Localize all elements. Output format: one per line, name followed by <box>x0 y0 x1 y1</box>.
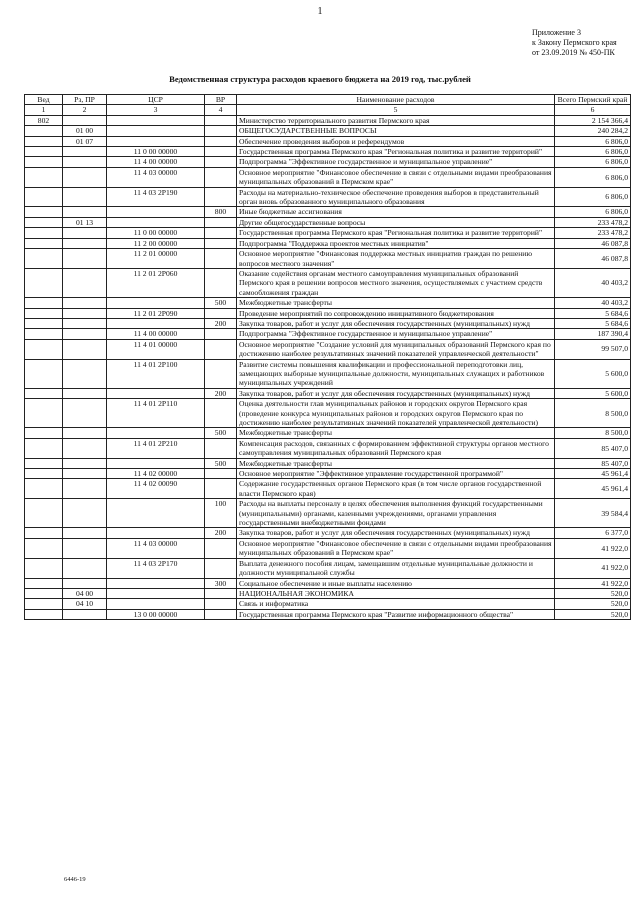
cell-csr <box>107 578 205 588</box>
table-row <box>25 558 631 578</box>
table-row <box>25 469 631 479</box>
cell-amount: 5 600,0 <box>555 388 631 398</box>
cell-rz-pr <box>63 428 107 438</box>
cell-ved <box>25 238 63 248</box>
cell-csr <box>107 499 205 528</box>
cell-vr <box>205 538 237 558</box>
cell-amount: 41 922,0 <box>555 578 631 588</box>
cell-rz-pr <box>63 578 107 588</box>
cell-amount: 46 087,8 <box>555 249 631 269</box>
cell-rz-pr <box>63 238 107 248</box>
cell-rz-pr <box>63 499 107 528</box>
cell-ved <box>25 167 63 187</box>
cell-vr <box>205 399 237 428</box>
table-row <box>25 479 631 499</box>
table-row <box>25 428 631 438</box>
cell-amount: 45 961,4 <box>555 479 631 499</box>
cell-rz-pr <box>63 399 107 428</box>
table-number-row <box>25 105 631 115</box>
cell-amount: 8 500,0 <box>555 428 631 438</box>
cell-amount: 6 377,0 <box>555 528 631 538</box>
cell-csr: 11 4 03 00000 <box>107 538 205 558</box>
cell-csr <box>107 599 205 609</box>
cell-name: Обеспечение проведения выборов и референдумов <box>237 136 555 146</box>
cell-amount: 6 806,0 <box>555 167 631 187</box>
table-row <box>25 339 631 359</box>
cell-amount: 40 403,2 <box>555 298 631 308</box>
cell-name: Закупка товаров, работ и услуг для обеспечения государственных (муниципальных) нужд <box>237 388 555 398</box>
cell-name: Компенсация расходов, связанных с формированием эффективной структуры органов местного самоуправления муниципальных образований Пермского края <box>237 438 555 458</box>
cell-name: ОБЩЕГОСУДАРСТВЕННЫЕ ВОПРОСЫ <box>237 126 555 136</box>
cell-csr <box>107 458 205 468</box>
table-row <box>25 388 631 398</box>
cell-vr <box>205 479 237 499</box>
cell-amount: 6 806,0 <box>555 147 631 157</box>
cell-csr <box>107 207 205 217</box>
page-number: 1 <box>317 6 323 17</box>
table-row <box>25 329 631 339</box>
cell-name: Государственная программа Пермского края "Региональная политика и развитие территорий" <box>237 147 555 157</box>
cell-rz-pr <box>63 167 107 187</box>
cell-csr: 13 0 00 00000 <box>107 609 205 619</box>
cell-ved <box>25 469 63 479</box>
cell-amount: 5 600,0 <box>555 359 631 388</box>
cell-name: Подпрограмма "Эффективное государственное и муниципальное управление" <box>237 329 555 339</box>
cell-rz-pr <box>63 339 107 359</box>
cell-ved <box>25 428 63 438</box>
table-row <box>25 588 631 598</box>
cell-amount: 5 684,6 <box>555 318 631 328</box>
cell-name: Содержание государственных органов Пермского края (в том числе органов государственной власти Пермского края) <box>237 479 555 499</box>
column-number: 1 <box>25 105 63 115</box>
cell-rz-pr: 01 07 <box>63 136 107 146</box>
cell-csr: 11 4 03 2Р170 <box>107 558 205 578</box>
cell-amount: 39 584,4 <box>555 499 631 528</box>
cell-vr <box>205 187 237 207</box>
cell-amount: 6 806,0 <box>555 207 631 217</box>
cell-rz-pr <box>63 115 107 125</box>
cell-amount: 5 684,6 <box>555 308 631 318</box>
cell-rz-pr <box>63 458 107 468</box>
cell-ved <box>25 207 63 217</box>
cell-ved <box>25 538 63 558</box>
cell-vr <box>205 126 237 136</box>
table-row <box>25 157 631 167</box>
table-row <box>25 359 631 388</box>
cell-vr <box>205 588 237 598</box>
cell-amount: 6 806,0 <box>555 187 631 207</box>
cell-rz-pr <box>63 528 107 538</box>
cell-ved <box>25 588 63 598</box>
appendix-line-3: от 23.09.2019 № 450-ПК <box>532 48 615 57</box>
cell-csr: 11 4 01 2Р210 <box>107 438 205 458</box>
table-row <box>25 458 631 468</box>
cell-rz-pr <box>63 298 107 308</box>
cell-csr: 11 4 03 00000 <box>107 167 205 187</box>
cell-name: Расходы на выплаты персоналу в целях обеспечения выполнения функций государственными (муниципальными) органами, казенными учреждениями, органами управления государственными внебюджетными фондами <box>237 499 555 528</box>
table-row <box>25 126 631 136</box>
table-row <box>25 399 631 428</box>
cell-csr: 11 4 03 2Р190 <box>107 187 205 207</box>
cell-csr <box>107 388 205 398</box>
cell-vr: 500 <box>205 298 237 308</box>
cell-amount: 520,0 <box>555 599 631 609</box>
cell-csr <box>107 318 205 328</box>
cell-csr <box>107 126 205 136</box>
table-row <box>25 238 631 248</box>
cell-rz-pr <box>63 318 107 328</box>
cell-name: Иные бюджетные ассигнования <box>237 207 555 217</box>
cell-vr: 500 <box>205 428 237 438</box>
footer-code: 6446-19 <box>64 876 86 883</box>
table-row <box>25 268 631 297</box>
cell-ved <box>25 249 63 269</box>
header-vr: ВР <box>205 95 237 105</box>
cell-ved <box>25 558 63 578</box>
expenditure-table <box>24 94 631 620</box>
cell-vr <box>205 147 237 157</box>
cell-ved <box>25 126 63 136</box>
cell-name: Оказание содействия органам местного самоуправления муниципальных образований Пермского края в решении вопросов местного значения, осуществляемых с участием средств самообложения граждан <box>237 268 555 297</box>
cell-amount: 40 403,2 <box>555 268 631 297</box>
cell-amount: 233 478,2 <box>555 228 631 238</box>
cell-name: Министерство территориального развития Пермского края <box>237 115 555 125</box>
cell-ved <box>25 157 63 167</box>
cell-rz-pr <box>63 469 107 479</box>
table-row <box>25 528 631 538</box>
table-row <box>25 578 631 588</box>
cell-csr: 11 2 01 2Р060 <box>107 268 205 297</box>
table-row <box>25 298 631 308</box>
cell-csr <box>107 428 205 438</box>
cell-vr <box>205 469 237 479</box>
cell-rz-pr: 01 13 <box>63 217 107 227</box>
cell-csr <box>107 217 205 227</box>
cell-name: Закупка товаров, работ и услуг для обеспечения государственных (муниципальных) нужд <box>237 318 555 328</box>
cell-vr <box>205 167 237 187</box>
cell-amount: 46 087,8 <box>555 238 631 248</box>
table-row <box>25 217 631 227</box>
cell-vr <box>205 329 237 339</box>
cell-vr <box>205 136 237 146</box>
column-number: 4 <box>205 105 237 115</box>
cell-rz-pr <box>63 538 107 558</box>
cell-csr <box>107 588 205 598</box>
cell-name: Развитие системы повышения квалификации и профессиональной переподготовки лиц, замещающих выборные муниципальные должности, муниципальных служащих и работников муниципальных учреждений <box>237 359 555 388</box>
table-header-row <box>25 95 631 105</box>
cell-ved <box>25 329 63 339</box>
cell-csr: 11 0 00 00000 <box>107 228 205 238</box>
cell-ved <box>25 308 63 318</box>
cell-vr <box>205 339 237 359</box>
table-row <box>25 249 631 269</box>
table-row <box>25 499 631 528</box>
cell-rz-pr <box>63 157 107 167</box>
cell-name: Основное мероприятие "Финансовое обеспечение в связи с отдельными видами преобразования муниципальных образований в Пермском крае" <box>237 167 555 187</box>
cell-name: Основное мероприятие "Эффективное управление государственной программой" <box>237 469 555 479</box>
cell-ved <box>25 438 63 458</box>
appendix-note <box>532 28 617 58</box>
cell-rz-pr <box>63 558 107 578</box>
cell-ved <box>25 458 63 468</box>
cell-name: Государственная программа Пермского края "Региональная политика и развитие территорий" <box>237 228 555 238</box>
table-row <box>25 438 631 458</box>
cell-ved <box>25 599 63 609</box>
cell-vr: 800 <box>205 207 237 217</box>
document-title: Ведомственная структура расходов краевого бюджета на 2019 год, тыс.рублей <box>169 74 471 84</box>
header-rz-pr: Рз, ПР <box>63 95 107 105</box>
cell-csr: 11 2 01 00000 <box>107 249 205 269</box>
table-row <box>25 538 631 558</box>
cell-name: Межбюджетные трансферты <box>237 458 555 468</box>
cell-amount: 240 284,2 <box>555 126 631 136</box>
header-name: Наименование расходов <box>237 95 555 105</box>
cell-rz-pr <box>63 207 107 217</box>
cell-ved <box>25 268 63 297</box>
cell-ved <box>25 399 63 428</box>
cell-csr <box>107 115 205 125</box>
cell-csr: 11 2 01 2Р090 <box>107 308 205 318</box>
table-row <box>25 167 631 187</box>
cell-vr: 500 <box>205 458 237 468</box>
column-number: 6 <box>555 105 631 115</box>
cell-name: Основное мероприятие "Создание условий для муниципальных образований Пермского края по достижению наиболее результативных значений показателей управленческой деятельности" <box>237 339 555 359</box>
cell-rz-pr <box>63 147 107 157</box>
cell-name: Основное мероприятие "Финансовая поддержка местных инициатив граждан по решению вопросов местного значения" <box>237 249 555 269</box>
cell-vr <box>205 609 237 619</box>
cell-csr <box>107 136 205 146</box>
cell-csr: 11 4 01 00000 <box>107 339 205 359</box>
cell-name: Межбюджетные трансферты <box>237 428 555 438</box>
cell-ved <box>25 359 63 388</box>
column-number: 3 <box>107 105 205 115</box>
cell-csr: 11 4 01 2Р110 <box>107 399 205 428</box>
cell-ved <box>25 578 63 588</box>
cell-rz-pr <box>63 249 107 269</box>
cell-ved <box>25 388 63 398</box>
table-row <box>25 147 631 157</box>
cell-vr: 200 <box>205 528 237 538</box>
cell-rz-pr: 04 00 <box>63 588 107 598</box>
cell-amount: 2 154 366,4 <box>555 115 631 125</box>
cell-name: Оценка деятельности глав муниципальных районов и городских округов Пермского края (проведение конкурса муниципальных районов и городских округов Пермского края по достижению наиболее результативных значений показателей управленческой деятельности) <box>237 399 555 428</box>
cell-name: Межбюджетные трансферты <box>237 298 555 308</box>
cell-name: Другие общегосударственные вопросы <box>237 217 555 227</box>
cell-rz-pr <box>63 268 107 297</box>
table-row <box>25 115 631 125</box>
appendix-line-2: к Закону Пермского края <box>532 38 617 47</box>
cell-rz-pr <box>63 228 107 238</box>
table-row <box>25 207 631 217</box>
table-row <box>25 228 631 238</box>
cell-rz-pr <box>63 388 107 398</box>
cell-amount: 85 407,0 <box>555 438 631 458</box>
table-row <box>25 318 631 328</box>
cell-vr <box>205 228 237 238</box>
cell-csr: 11 4 00 00000 <box>107 157 205 167</box>
cell-name: Подпрограмма "Эффективное государственное и муниципальное управление" <box>237 157 555 167</box>
cell-rz-pr <box>63 308 107 318</box>
table-row <box>25 136 631 146</box>
cell-ved <box>25 479 63 499</box>
cell-name: Связь и информатика <box>237 599 555 609</box>
cell-vr <box>205 268 237 297</box>
cell-ved <box>25 528 63 538</box>
cell-vr <box>205 249 237 269</box>
cell-ved <box>25 499 63 528</box>
cell-amount: 520,0 <box>555 588 631 598</box>
cell-ved <box>25 318 63 328</box>
cell-rz-pr <box>63 479 107 499</box>
cell-vr <box>205 599 237 609</box>
cell-csr: 11 4 00 00000 <box>107 329 205 339</box>
cell-vr: 100 <box>205 499 237 528</box>
cell-ved <box>25 217 63 227</box>
header-ved: Вед <box>25 95 63 105</box>
cell-csr: 11 4 01 2Р100 <box>107 359 205 388</box>
cell-amount: 85 407,0 <box>555 458 631 468</box>
table-row <box>25 187 631 207</box>
cell-amount: 187 390,4 <box>555 329 631 339</box>
cell-ved: 802 <box>25 115 63 125</box>
cell-vr <box>205 438 237 458</box>
column-number: 5 <box>237 105 555 115</box>
cell-name: Государственная программа Пермского края "Развитие информационного общества" <box>237 609 555 619</box>
cell-name: Подпрограмма "Поддержка проектов местных инициатив" <box>237 238 555 248</box>
cell-ved <box>25 228 63 238</box>
cell-rz-pr <box>63 329 107 339</box>
cell-name: Проведение мероприятий по сопровождению инициативного бюджетирования <box>237 308 555 318</box>
cell-name: Закупка товаров, работ и услуг для обеспечения государственных (муниципальных) нужд <box>237 528 555 538</box>
cell-amount: 41 922,0 <box>555 558 631 578</box>
cell-vr <box>205 115 237 125</box>
cell-rz-pr: 04 10 <box>63 599 107 609</box>
cell-amount: 520,0 <box>555 609 631 619</box>
cell-name: НАЦИОНАЛЬНАЯ ЭКОНОМИКА <box>237 588 555 598</box>
cell-ved <box>25 187 63 207</box>
cell-ved <box>25 609 63 619</box>
cell-ved <box>25 136 63 146</box>
cell-name: Выплата денежного пособия лицам, замещавшим отдельные муниципальные должности и должности муниципальной службы <box>237 558 555 578</box>
cell-rz-pr <box>63 438 107 458</box>
cell-amount: 6 806,0 <box>555 157 631 167</box>
appendix-line-1: Приложение 3 <box>532 28 581 37</box>
table-row <box>25 599 631 609</box>
cell-rz-pr <box>63 187 107 207</box>
cell-vr <box>205 308 237 318</box>
cell-vr: 300 <box>205 578 237 588</box>
cell-vr: 200 <box>205 388 237 398</box>
cell-rz-pr: 01 00 <box>63 126 107 136</box>
column-number: 2 <box>63 105 107 115</box>
cell-ved <box>25 298 63 308</box>
cell-amount: 41 922,0 <box>555 538 631 558</box>
cell-csr: 11 4 02 00000 <box>107 469 205 479</box>
cell-vr <box>205 217 237 227</box>
cell-csr: 11 2 00 00000 <box>107 238 205 248</box>
cell-vr <box>205 157 237 167</box>
cell-amount: 6 806,0 <box>555 136 631 146</box>
cell-ved <box>25 339 63 359</box>
cell-rz-pr <box>63 609 107 619</box>
cell-vr: 200 <box>205 318 237 328</box>
table-row <box>25 609 631 619</box>
cell-name: Социальное обеспечение и иные выплаты населению <box>237 578 555 588</box>
cell-csr: 11 0 00 00000 <box>107 147 205 157</box>
cell-name: Основное мероприятие "Финансовое обеспечение в связи с отдельными видами преобразования муниципальных образований в Пермском крае" <box>237 538 555 558</box>
header-total: Всего Пермский край <box>555 95 631 105</box>
cell-rz-pr <box>63 359 107 388</box>
cell-amount: 99 507,0 <box>555 339 631 359</box>
cell-csr <box>107 298 205 308</box>
cell-vr <box>205 558 237 578</box>
cell-vr <box>205 359 237 388</box>
cell-csr <box>107 528 205 538</box>
header-csr: ЦСР <box>107 95 205 105</box>
cell-amount: 8 500,0 <box>555 399 631 428</box>
cell-ved <box>25 147 63 157</box>
cell-amount: 45 961,4 <box>555 469 631 479</box>
cell-csr: 11 4 02 00090 <box>107 479 205 499</box>
cell-amount: 233 478,2 <box>555 217 631 227</box>
cell-vr <box>205 238 237 248</box>
table-row <box>25 308 631 318</box>
cell-name: Расходы на материально-техническое обеспечение проведения выборов в представительный орган вновь образованного муниципального образования <box>237 187 555 207</box>
